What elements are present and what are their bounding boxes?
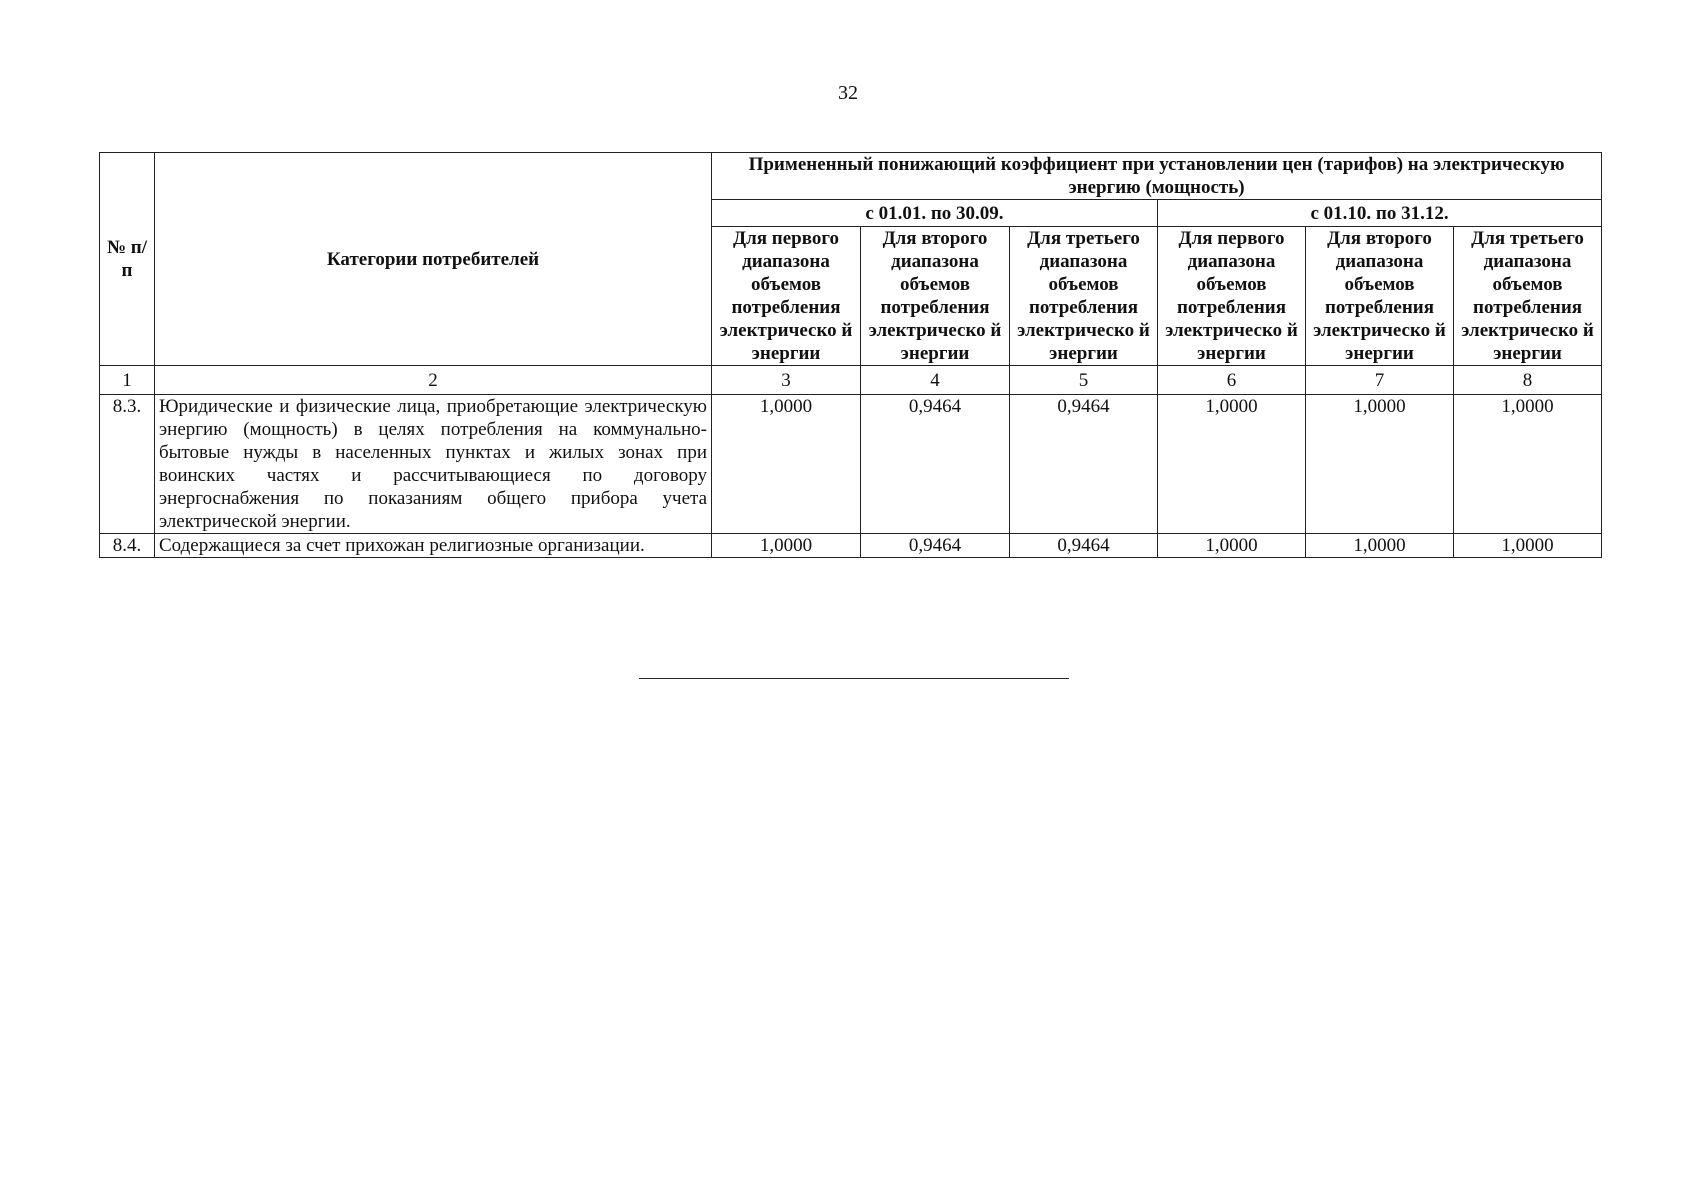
- row-value: 0,9464: [1010, 534, 1158, 558]
- row-value: 0,9464: [861, 395, 1010, 534]
- row-value: 1,0000: [1454, 534, 1602, 558]
- tariff-coefficient-table: [99, 152, 1602, 558]
- header-main: Примененный понижающий коэффициент при установлении цен (тарифов) на электрическую энергию (мощность): [712, 153, 1602, 200]
- closing-rule: [639, 678, 1069, 679]
- table-row: [100, 395, 1602, 534]
- header-category: Категории потребителей: [155, 153, 712, 366]
- row-category: Юридические и физические лица, приобретающие электрическую энергию (мощность) в целях потребления на коммунально-бытовые нужды в населенных пунктах и жилых зонах при воинских частях и рассчитывающиеся по договору энергоснабжения по показаниям общего прибора учета электрической энергии.: [155, 395, 712, 534]
- column-number: 6: [1158, 366, 1306, 395]
- row-value: 1,0000: [1158, 534, 1306, 558]
- row-value: 1,0000: [1158, 395, 1306, 534]
- column-number: 8: [1454, 366, 1602, 395]
- header-range-3: Для третьего диапазона объемов потребления электрическо й энергии: [1010, 227, 1158, 366]
- row-value: 0,9464: [861, 534, 1010, 558]
- header-range-5: Для второго диапазона объемов потребления электрическо й энергии: [1306, 227, 1454, 366]
- column-number: 2: [155, 366, 712, 395]
- header-period-1: с 01.01. по 30.09.: [712, 200, 1158, 227]
- header-period-2: с 01.10. по 31.12.: [1158, 200, 1602, 227]
- row-category: Содержащиеся за счет прихожан религиозные организации.: [155, 534, 712, 558]
- header-range-2: Для второго диапазона объемов потребления электрическо й энергии: [861, 227, 1010, 366]
- row-value: 1,0000: [712, 395, 861, 534]
- row-value: 1,0000: [712, 534, 861, 558]
- page-number: 32: [838, 82, 858, 104]
- row-value: 1,0000: [1306, 534, 1454, 558]
- column-number: 7: [1306, 366, 1454, 395]
- row-number: 8.3.: [100, 395, 155, 534]
- table-row: [100, 534, 1602, 558]
- header-range-4: Для первого диапазона объемов потребления электрическо й энергии: [1158, 227, 1306, 366]
- row-value: 1,0000: [1306, 395, 1454, 534]
- header-range-6: Для третьего диапазона объемов потребления электрическо й энергии: [1454, 227, 1602, 366]
- column-number-row: [100, 366, 1602, 395]
- row-value: 1,0000: [1454, 395, 1602, 534]
- column-number: 5: [1010, 366, 1158, 395]
- row-value: 0,9464: [1010, 395, 1158, 534]
- column-number: 1: [100, 366, 155, 395]
- header-num: № п/п: [100, 153, 155, 366]
- column-number: 3: [712, 366, 861, 395]
- row-number: 8.4.: [100, 534, 155, 558]
- column-number: 4: [861, 366, 1010, 395]
- header-range-1: Для первого диапазона объемов потребления электрическо й энергии: [712, 227, 861, 366]
